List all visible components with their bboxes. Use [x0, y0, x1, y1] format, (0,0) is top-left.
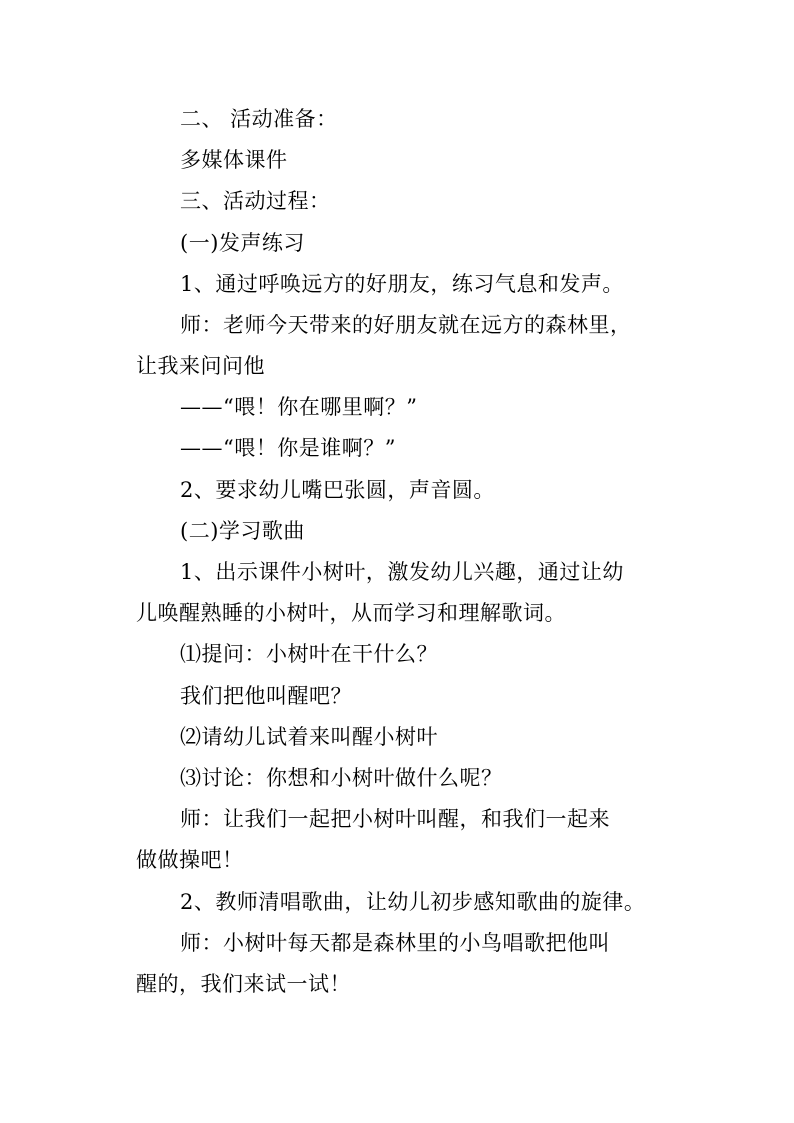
paragraph-line: 做做操吧！: [136, 848, 244, 872]
paragraph-line: 2、教师清唱歌曲，让幼儿初步感知歌曲的旋律。: [180, 890, 646, 914]
paragraph-line: 我们把他叫醒吧？: [180, 684, 352, 708]
paragraph-line: 师：老师今天带来的好朋友就在远方的森林里，: [180, 313, 632, 337]
paragraph-line: 2、要求幼儿嘴巴张圆，声音圆。: [180, 478, 495, 502]
subsection-heading-song: (二)学习歌曲: [180, 519, 305, 543]
list-item: ⑶讨论：你想和小树叶做什么呢？: [180, 766, 503, 790]
paragraph-line: 师：让我们一起把小树叶叫醒，和我们一起来: [180, 807, 610, 831]
paragraph-line: 儿唤醒熟睡的小树叶，从而学习和理解歌词。: [136, 601, 566, 625]
paragraph-line: 醒的，我们来试一试！: [136, 972, 351, 996]
paragraph-line: 多媒体课件: [180, 148, 288, 172]
list-item: ⑵请幼儿试着来叫醒小树叶: [180, 725, 438, 749]
paragraph-line: 师：小树叶每天都是森林里的小鸟唱歌把他叫: [180, 931, 610, 955]
paragraph-line: 1、出示课件小树叶，激发幼儿兴趣，通过让幼: [180, 560, 624, 584]
list-item: ⑴提问：小树叶在干什么？: [180, 642, 438, 666]
dialogue-line: ——“喂！你是谁啊？”: [180, 436, 396, 460]
subsection-heading-vocal: (一)发声练习: [180, 231, 305, 255]
section-heading-preparation: 二、 活动准备：: [180, 107, 338, 131]
dialogue-line: ——“喂！你在哪里啊？”: [180, 395, 418, 419]
paragraph-line: 1、通过呼唤远方的好朋友，练习气息和发声。: [180, 272, 624, 296]
paragraph-line: 让我来问问他: [136, 354, 265, 378]
section-heading-process: 三、活动过程：: [180, 189, 331, 213]
